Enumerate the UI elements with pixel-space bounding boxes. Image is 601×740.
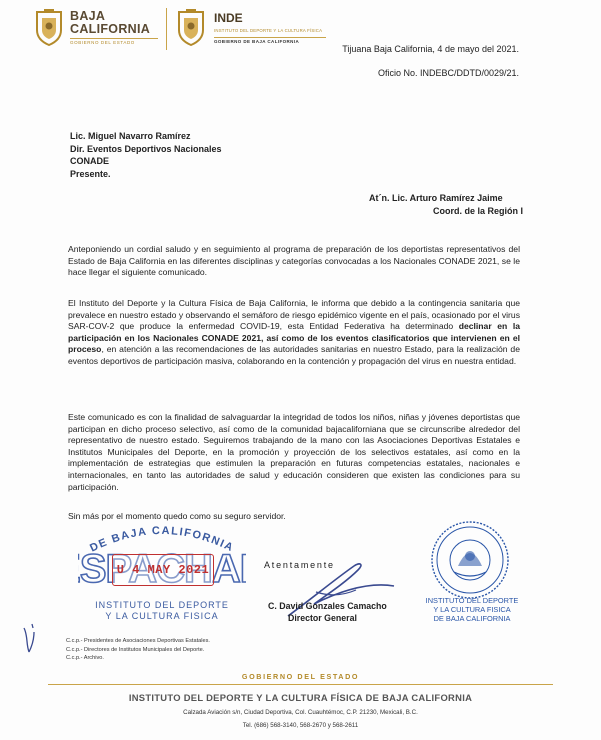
ccp-item: C.c.p.- Presidentes de Asociaciones Deportivas Estatales. [66,638,210,644]
oficio-number: Oficio No. INDEBC/DDTD/0029/21. [377,68,519,78]
inde-logo [176,6,336,50]
footer-institute: INSTITUTO DEL DEPORTE Y LA CULTURA FÍSICA DE BAJA CALIFORNIA [128,692,473,703]
inde-title: INDE [214,11,243,25]
paragraph-intro: Anteponiendo un cordial saludo y en seguimiento al programa de preparación de los deportistas representativos del Estado de Baja California en las diferentes disciplinas y categorías convocadas a los Nacionales CONADE 2021, se le hace llegar el siguiente comunicado. [68,244,520,278]
paragraph-purpose: Este comunicado es con la finalidad de salvaguardar la integridad de todos los niños, niñas y jóvenes deportistas que participan en dicho proceso selectivo, así como de la comunidad bajacaliforniana que se circunscribe alrededor del representativo de nuestro estado. Seguiremos trabajando de la mano con las Asociaciones Deportivas Estatales e Institutos Municipales del Deporte, en la promoción y proyección de los selectivos estatales, así como en la implementación de estrategias que estimulen la preparación en futuras competencias estatales, nacionales e internacionales, en tanto las autoridades de salud y educación consideren que existen las condiciones para su participación. [68,412,520,492]
recipient-name: Lic. Miguel Navarro Ramírez [70,131,191,141]
signer-name: C. David Gonzales Camacho [268,601,387,611]
signer-role: Director General [288,613,357,623]
received-stamp-bottom1: INSTITUTO DEL DEPORTE [95,600,229,610]
ccp-item: C.c.p.- Archivo. [66,655,104,662]
recipient-presente: Presente. [70,168,111,179]
logo-divider [166,8,167,50]
recipient-org: CONADE [70,156,110,166]
inde-government: GOBIERNO DE BAJA CALIFORNIA [214,37,326,44]
footer-phone: Tel. (686) 568-3140, 568-2670 y 568-2611 [242,722,359,729]
state-seal-icon [34,8,64,46]
received-date-stamp: U 4 MAY 2021 [112,554,214,586]
attention-role: Coord. de la Región I [432,206,523,216]
atentamente-label: Atentamente [264,560,335,570]
footer-gobierno: GOBIERNO DEL ESTADO [241,672,360,681]
attention-block [369,192,523,218]
received-stamp-bottom2: Y LA CULTURA FISICA [105,611,219,621]
recipient-title: Dir. Eventos Deportivos Nacionales [70,143,222,154]
handwritten-initials [20,622,40,656]
footer-divider [48,684,553,685]
ccp-list [66,637,210,663]
inde-seal-icon [176,8,206,46]
decision-highlight: declinar en la participación en los Nacionales CONADE 2021, así como de los eventos clasificatorios que intervienen en el proceso [68,321,520,355]
state-logo-tagline: GOBIERNO DEL ESTADO [70,38,158,45]
received-stamp-despachado: SPACHA [79,547,240,591]
baja-california-logo [34,6,162,50]
seal-caption: INSTITUTO DEL DEPORTE Y LA CULTURA FISICA DE BAJA CALIFORNIA [425,596,519,623]
recipient-block [70,130,222,180]
received-stamp-top-text: DE BAJA CALIFORNIA [88,524,236,555]
closing-line: Sin más por el momento quedo como su seguro servidor. [68,511,286,521]
attention-name: At´n. Lic. Arturo Ramírez Jaime [368,193,503,203]
paragraph-decision: El Instituto del Deporte y la Cultura Física de Baja California, le informa que debido a la contingencia sanitaria que prevalece en nuestro estado y observando el semáforo de riesgo epidémico vigente en el país, ocasionado por el virus SAR-COV-2 que produce la enfermedad COVID-19, esta Entidad Federativa ha determinado declinar en la participación en los Nacionales CONADE 2021, así como de los eventos clasificatorios que intervienen en el proceso, en atención a las recomendaciones de las autoridades sanitarias en nuestro Estado, para la realización de eventos deportivos de participación masiva, colaborando en la contención y propagación del virus en nuestra entidad. [68,298,520,366]
place-date: Tijuana Baja California, 4 de mayo del 2021. [342,44,519,54]
ccp-item: C.c.p.- Directores de Institutos Municipales del Deporte. [66,646,205,653]
state-logo-text: BAJA CALIFORNIA [70,9,151,36]
inde-fullname: INSTITUTO DEL DEPORTE Y LA CULTURA FÍSICA [214,28,323,33]
signer-block [268,600,387,624]
footer-address: Calzada Aviación s/n, Ciudad Deportiva, Col. Cuauhtémoc, C.P. 21230, Mexicali, B.C. [183,709,418,716]
